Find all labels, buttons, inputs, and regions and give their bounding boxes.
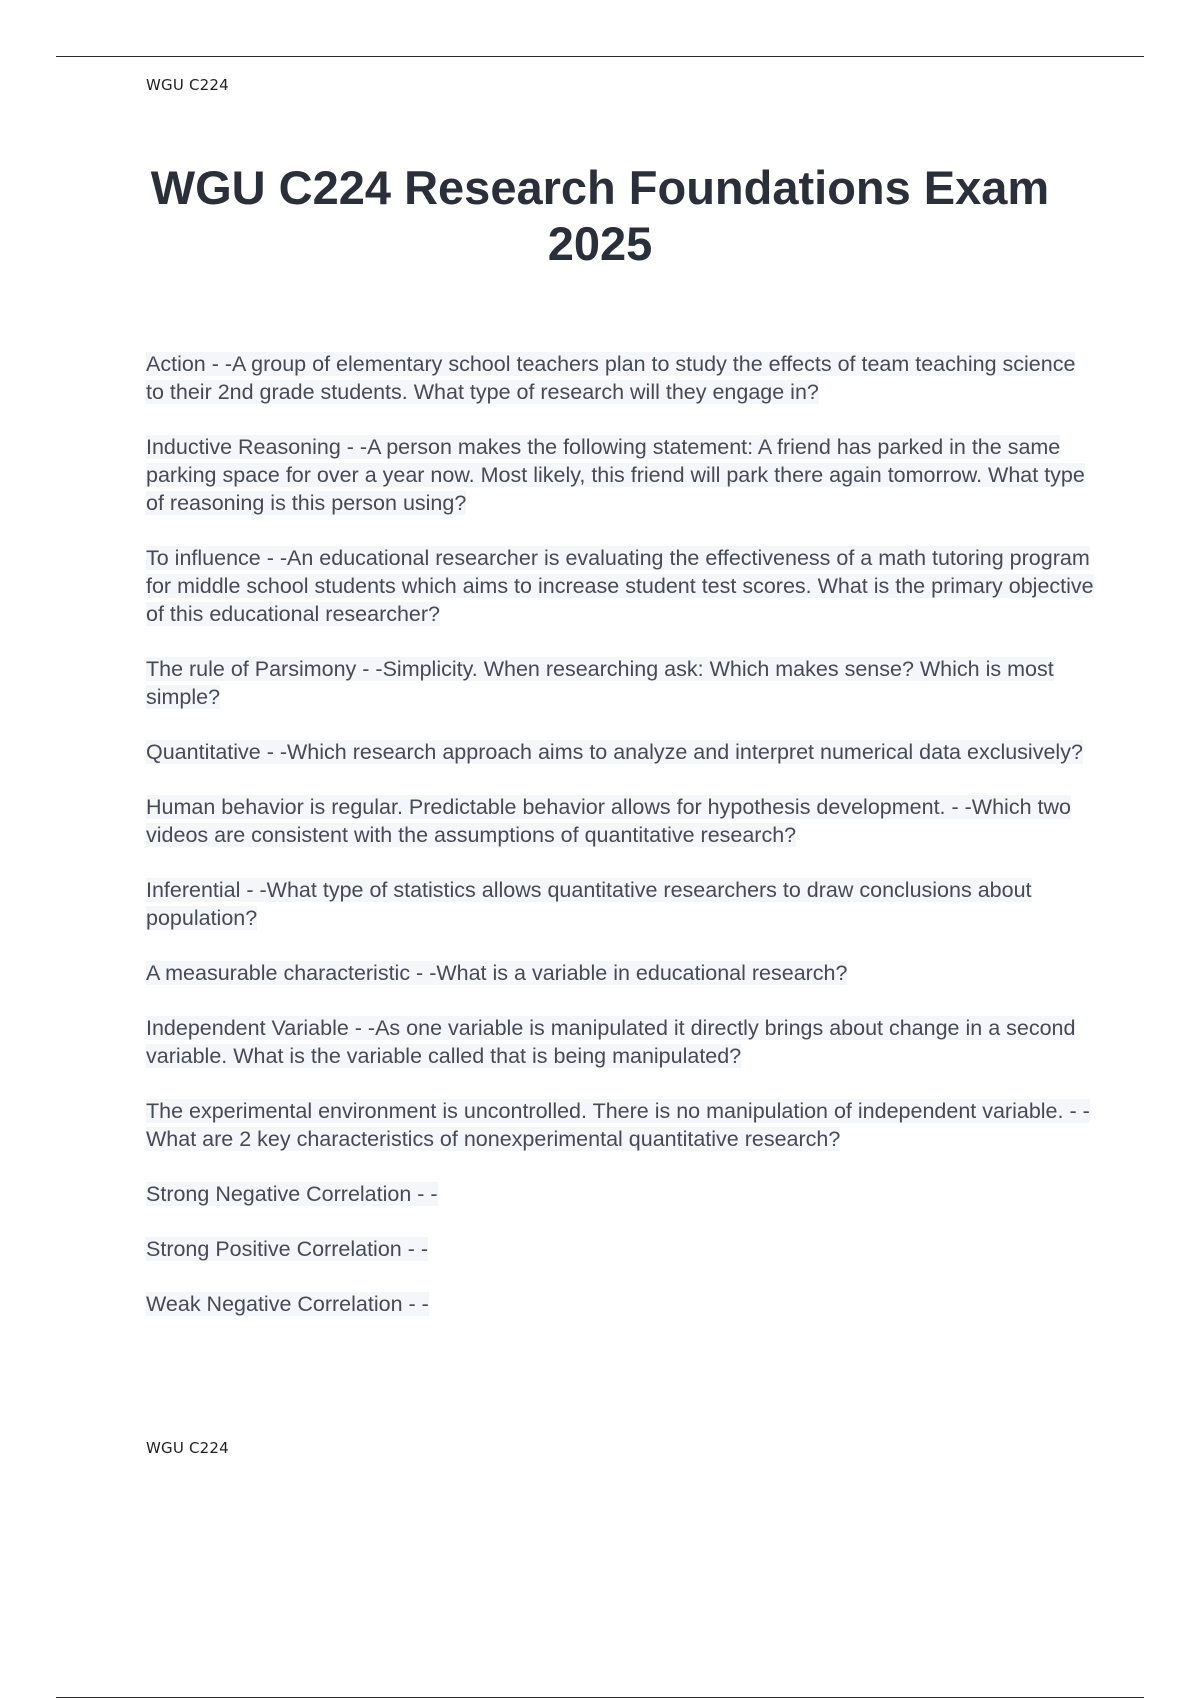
qa-item	[146, 1097, 1096, 1153]
document-title: WGU C224 Research Foundations Exam 2025	[150, 161, 1050, 270]
top-rule	[56, 56, 1144, 57]
qa-text: The rule of Parsimony - -Simplicity. When researching ask: Which makes sense? Which is most simple?	[146, 657, 1054, 709]
qa-text: A measurable characteristic - -What is a variable in educational research?	[146, 961, 848, 985]
page-header: WGU C224	[146, 76, 229, 94]
qa-item	[146, 350, 1096, 406]
qa-text: Weak Negative Correlation - -	[146, 1292, 429, 1316]
qa-text: Human behavior is regular. Predictable behavior allows for hypothesis development. - -Which two videos are consistent with the assumptions of quantitative research?	[146, 795, 1071, 847]
qa-text: Action - -A group of elementary school teachers plan to study the effects of team teaching science to their 2nd grade students. What type of research will they engage in?	[146, 352, 1076, 404]
qa-text: To influence - -An educational researcher is evaluating the effectiveness of a math tutoring program for middle school students which aims to increase student test scores. What is the primary objective of this educational researcher?	[146, 546, 1094, 626]
qa-text: Independent Variable - -As one variable is manipulated it directly brings about change in a second variable. What is the variable called that is being manipulated?	[146, 1016, 1076, 1068]
qa-item	[146, 1014, 1096, 1070]
bottom-rule	[56, 1697, 1144, 1698]
qa-item	[146, 959, 1096, 987]
qa-item	[146, 1180, 1096, 1208]
qa-item	[146, 655, 1096, 711]
qa-item	[146, 433, 1096, 517]
qa-text: Inferential - -What type of statistics allows quantitative researchers to draw conclusions about population?	[146, 878, 1032, 930]
qa-item	[146, 1235, 1096, 1263]
qa-text: Inductive Reasoning - -A person makes the following statement: A friend has parked in the same parking space for over a year now. Most likely, this friend will park there again tomorrow. What type of reasoning is this person using?	[146, 435, 1085, 515]
qa-item	[146, 793, 1096, 849]
question-answer-list	[146, 350, 1096, 1345]
qa-text: Strong Negative Correlation - -	[146, 1182, 438, 1206]
qa-item	[146, 1290, 1096, 1318]
page-footer: WGU C224	[146, 1439, 229, 1457]
qa-item	[146, 876, 1096, 932]
qa-text: Strong Positive Correlation - -	[146, 1237, 428, 1261]
qa-item	[146, 544, 1096, 628]
qa-text: The experimental environment is uncontrolled. There is no manipulation of independent variable. - -What are 2 key characteristics of nonexperimental quantitative research?	[146, 1099, 1090, 1151]
qa-item	[146, 738, 1096, 766]
qa-text: Quantitative - -Which research approach aims to analyze and interpret numerical data exclusively?	[146, 740, 1083, 764]
